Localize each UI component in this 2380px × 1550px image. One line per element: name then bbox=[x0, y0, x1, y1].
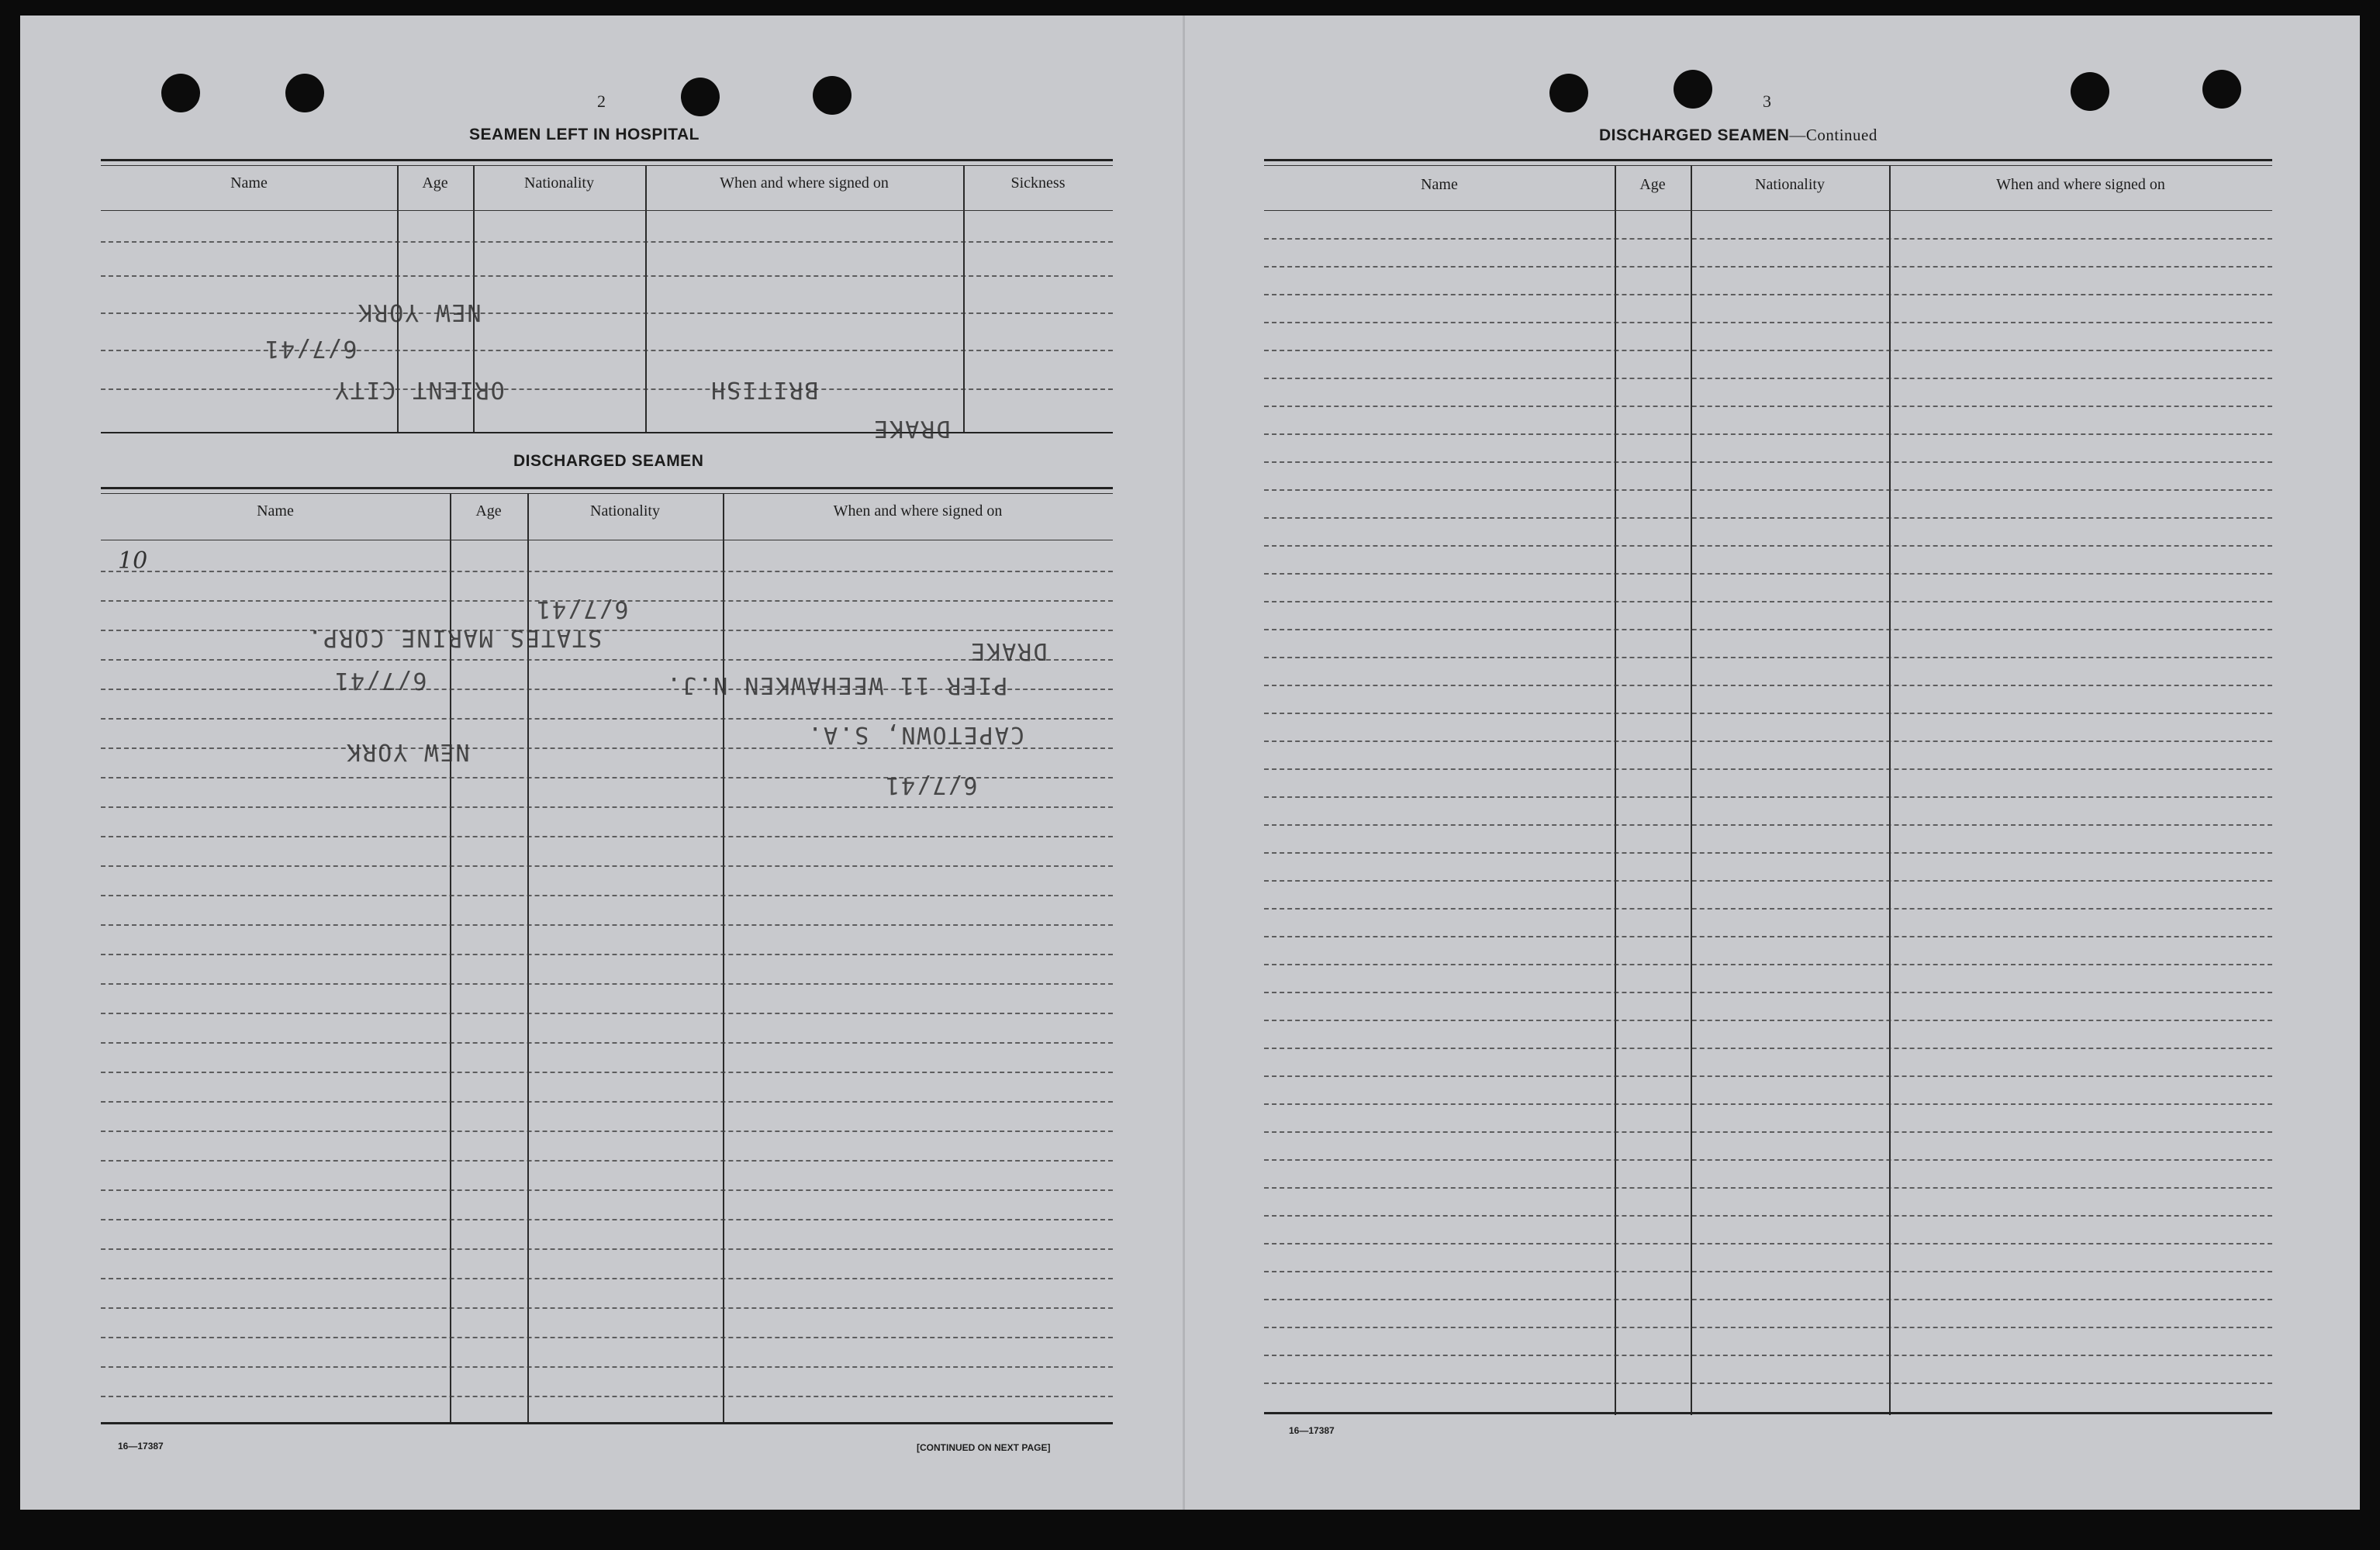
punch-hole bbox=[161, 74, 200, 112]
stamp-date: 6/7/41 bbox=[264, 335, 358, 362]
discharged-title: DISCHARGED SEAMEN bbox=[513, 452, 704, 470]
stamp-british: BRITISH bbox=[710, 376, 819, 403]
handwritten-number: 10 bbox=[118, 547, 148, 575]
stamp-drake: DRAKE bbox=[969, 637, 1048, 665]
title-cont: —Continued bbox=[1789, 126, 1877, 144]
page-number-left: 2 bbox=[597, 91, 606, 111]
page-fold bbox=[1183, 16, 1185, 1510]
col-nationality-header: Nationality bbox=[1755, 176, 1825, 193]
stamp-drake: DRAKE bbox=[872, 415, 951, 442]
punch-hole bbox=[813, 76, 851, 115]
form-number-left: 16—17387 bbox=[118, 1441, 164, 1452]
col-name-header: Name bbox=[257, 502, 294, 520]
col-age-header: Age bbox=[422, 174, 448, 192]
stamp-new-york: NEW YORK bbox=[345, 738, 470, 765]
col-signed-on-header: When and where signed on bbox=[833, 502, 1003, 520]
col-signed-on-header: When and where signed on bbox=[1996, 176, 2165, 193]
col-signed-on-header: When and where signed on bbox=[720, 174, 889, 192]
stamp-orient-city: ORIENT CITY bbox=[333, 376, 505, 403]
stamp-pier-weehawken: PIER 11 WEEHAWKEN N.J. bbox=[665, 671, 1008, 699]
punch-hole bbox=[1674, 70, 1712, 109]
discharged-table bbox=[101, 487, 1113, 1433]
page-number-right: 3 bbox=[1763, 91, 1771, 111]
col-name-header: Name bbox=[1421, 176, 1458, 193]
stamp-new-york: NEW YORK bbox=[357, 299, 482, 326]
punch-hole bbox=[1549, 74, 1588, 112]
hospital-table bbox=[101, 159, 1113, 438]
col-nationality-header: Nationality bbox=[524, 174, 594, 192]
hospital-title: SEAMEN LEFT IN HOSPITAL bbox=[469, 126, 699, 143]
stamp-states-marine: STATES MARINE CORP. bbox=[306, 624, 603, 651]
punch-hole bbox=[2202, 70, 2241, 109]
discharged-continued-table bbox=[1264, 159, 2272, 1421]
form-number-right: 16—17387 bbox=[1289, 1425, 1335, 1436]
stamp-date: 6/7/41 bbox=[884, 772, 978, 799]
punch-hole bbox=[285, 74, 324, 112]
col-age-header: Age bbox=[475, 502, 502, 520]
punch-hole bbox=[681, 78, 720, 116]
title-main: DISCHARGED SEAMEN bbox=[1599, 126, 1790, 144]
punch-hole bbox=[2071, 72, 2109, 111]
stamp-capetown: CAPETOWN, S.A. bbox=[807, 721, 1024, 748]
continued-note: [CONTINUED ON NEXT PAGE] bbox=[917, 1442, 1051, 1453]
col-sickness-header: Sickness bbox=[1010, 174, 1066, 192]
stamp-date: 6/7/41 bbox=[333, 667, 427, 694]
col-age-header: Age bbox=[1639, 176, 1666, 193]
col-name-header: Name bbox=[230, 174, 268, 192]
stamp-date: 6/7/41 bbox=[535, 595, 629, 623]
col-nationality-header: Nationality bbox=[590, 502, 660, 520]
discharged-continued-title bbox=[1599, 126, 1877, 145]
